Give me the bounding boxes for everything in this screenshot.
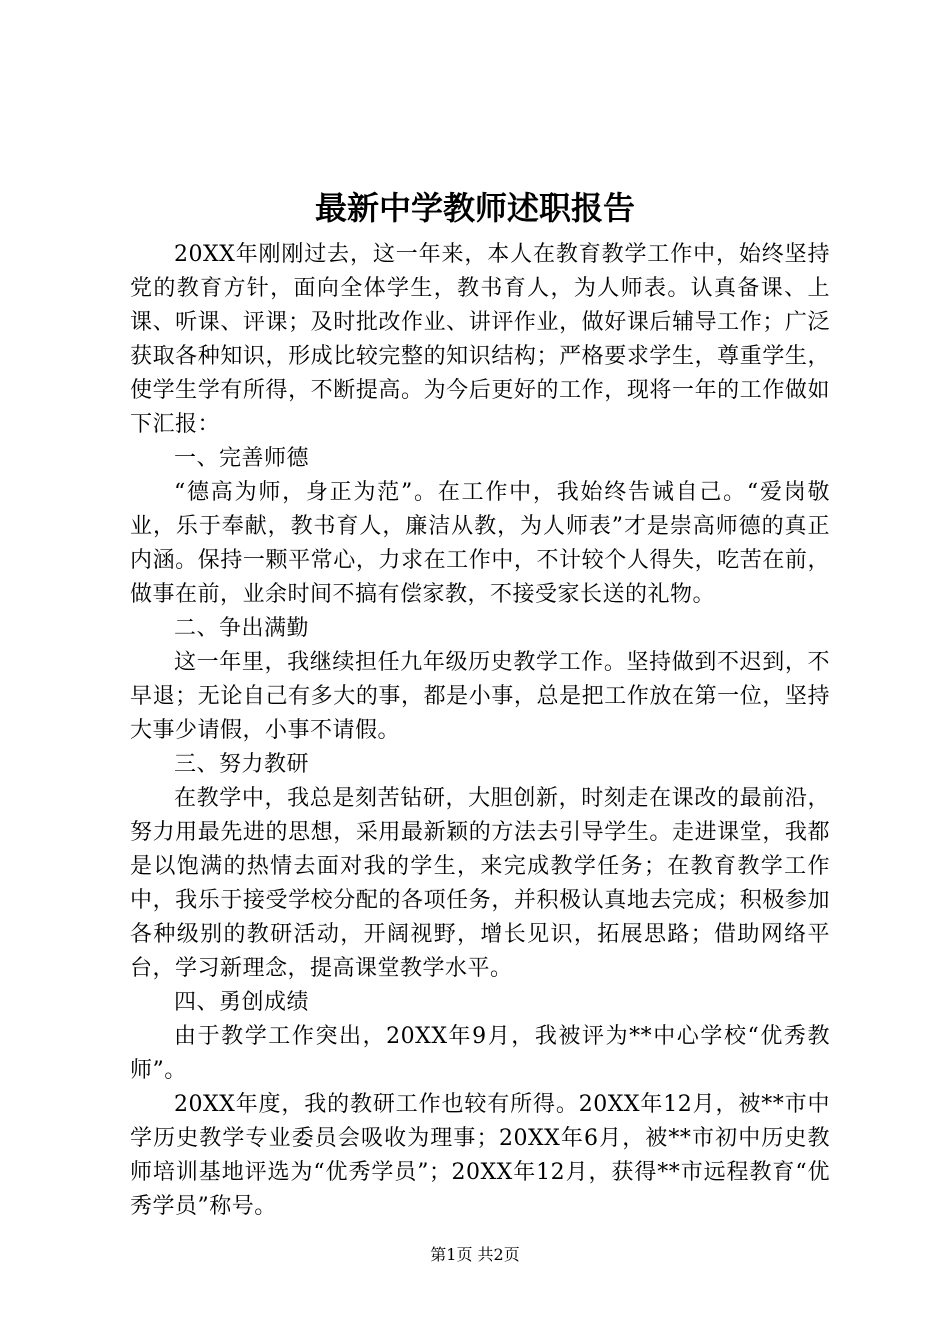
achievements-paragraph-1: 由于教学工作突出，20XX年9月，我被评为**中心学校“优秀教师”。 [130, 1024, 830, 1083]
achievements-paragraph-2: 20XX年度，我的教研工作也较有所得。20XX年12月，被**市中学历史教学专业委员会吸收为理事；20XX年6月，被**市初中历史教师培训基地评选为“优秀学员”；20XX年12月，获得**市远程教育“优秀学员”称号。 [130, 1092, 830, 1219]
ethics-paragraph: “德高为师，身正为范”。在工作中，我始终告诫自己。“爱岗敬业，乐于奉献，教书育人，廉洁从教，为人师表”才是崇高师德的真正内涵。保持一颗平常心，力求在工作中，不计较个人得失，吃苦在前，做事在前，业余时间不搞有偿家教，不接受家长送的礼物。 [130, 480, 830, 607]
page-number-footer: 第1页 共2页 [430, 1245, 520, 1264]
research-paragraph: 在教学中，我总是刻苦钻研，大胆创新，时刻走在课改的最前沿，努力用最先进的思想，采用最新颖的方法去引导学生。走进课堂，我都是以饱满的热情去面对我的学生，来完成教学任务；在教育教学工作中，我乐于接受学校分配的各项任务，并积极认真地去完成；积极参加各种级别的教研活动，开阔视野，增长见识，拓展思路；借助网络平台，学习新理念，提高课堂教学水平。 [130, 786, 830, 981]
section-heading-research: 三、努力教研 [174, 752, 310, 777]
intro-paragraph: 20XX年刚刚过去，这一年来，本人在教育教学工作中，始终坚持党的教育方针，面向全体学生，教书育人，为人师表。认真备课、上课、听课、评课；及时批改作业、讲评作业，做好课后辅导工作；广泛获取各种知识，形成比较完整的知识结构；严格要求学生，尊重学生，使学生学有所得，不断提高。为今后更好的工作，现将一年的工作做如下汇报： [130, 242, 830, 437]
section-heading-ethics: 一、完善师德 [174, 446, 310, 471]
section-heading-attendance: 二、争出满勤 [174, 616, 310, 641]
attendance-paragraph: 这一年里，我继续担任九年级历史教学工作。坚持做到不迟到，不早退；无论自己有多大的事，都是小事，总是把工作放在第一位，坚持大事少请假，小事不请假。 [130, 650, 830, 743]
document-title: 最新中学教师述职报告 [314, 189, 635, 227]
section-heading-achievements: 四、勇创成绩 [174, 990, 310, 1015]
document-body [130, 238, 830, 1224]
